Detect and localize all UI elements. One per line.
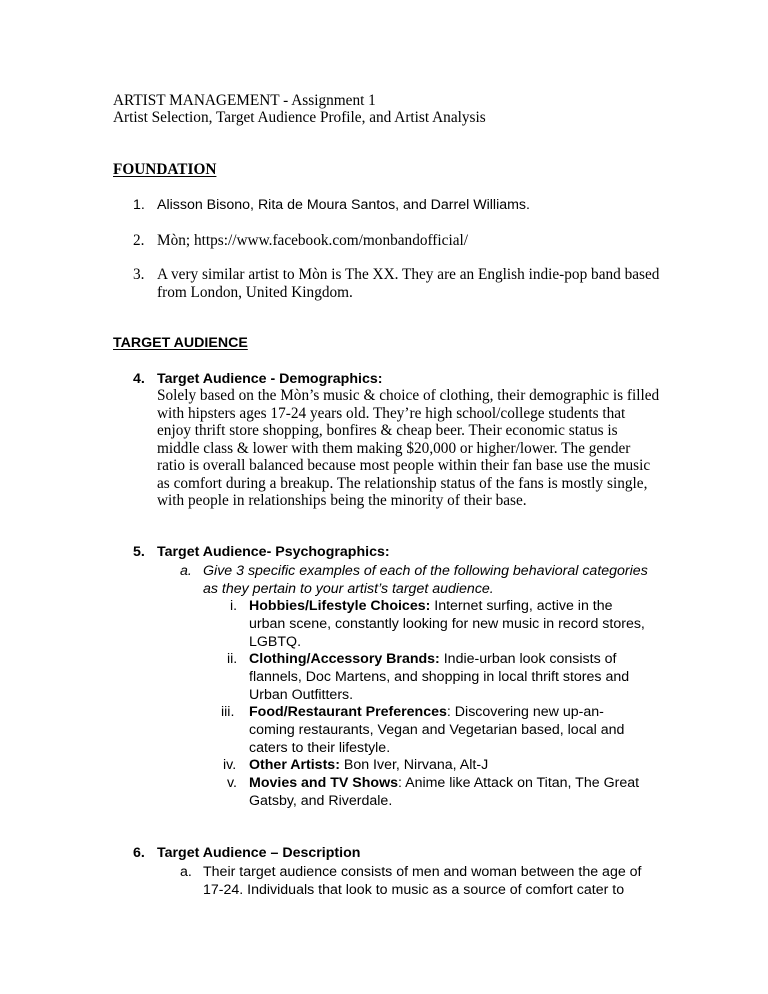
document-title: ARTIST MANAGEMENT - Assignment 1 bbox=[113, 92, 376, 109]
item-text: Indie-urban look consists of bbox=[439, 651, 617, 667]
psychographic-item bbox=[249, 756, 488, 774]
roman-numeral: v. bbox=[227, 775, 237, 791]
demographics-line: ratio is overall balanced because most people within their fan base use the music bbox=[157, 457, 651, 474]
item-label: Other Artists: bbox=[249, 757, 340, 773]
item-text: Internet surfing, active in the bbox=[430, 598, 613, 614]
demographics-line: middle class & lower with them making $20,000 or higher/lower. The gender bbox=[157, 440, 631, 457]
demographics-line: Solely based on the Mòn’s music & choice of clothing, their demographic is filled bbox=[157, 387, 660, 404]
psychographic-item bbox=[249, 650, 616, 668]
item-text: Bon Iver, Nirvana, Alt-J bbox=[339, 757, 489, 773]
psychographic-item bbox=[249, 597, 613, 615]
demographics-line: enjoy thrift store shopping, bonfires & cheap beer. Their economic status is bbox=[157, 422, 618, 439]
item-text: : Discovering new up-an- bbox=[446, 704, 604, 720]
psychographic-item-line: coming restaurants, Vegan and Vegetarian based, local and bbox=[249, 722, 625, 738]
list-number: 5. bbox=[133, 544, 145, 560]
list-number: 3. bbox=[133, 266, 145, 283]
target-audience-heading: TARGET AUDIENCE bbox=[113, 335, 248, 351]
roman-numeral: ii. bbox=[227, 651, 238, 667]
roman-numeral: iv. bbox=[223, 757, 237, 773]
psychographics-instruction: as they pertain to your artist’s target audience. bbox=[203, 581, 494, 597]
demographics-line: as comfort during a breakup. The relationship status of the fans is mostly single, bbox=[157, 475, 648, 492]
item-label: Clothing/Accessory Brands: bbox=[249, 651, 440, 667]
foundation-item-3-line: A very similar artist to Mòn is The XX. They are an English indie-pop band based bbox=[157, 266, 660, 283]
psychographic-item bbox=[249, 703, 604, 721]
demographics-line: with hipsters ages 17-24 years old. They’re high school/college students that bbox=[157, 405, 626, 422]
document-subtitle: Artist Selection, Target Audience Profile, and Artist Analysis bbox=[113, 109, 486, 126]
roman-numeral: i. bbox=[230, 598, 238, 614]
list-number: 6. bbox=[133, 845, 145, 861]
foundation-item-1: Alisson Bisono, Rita de Moura Santos, and Darrel Williams. bbox=[157, 197, 530, 213]
psychographic-item-line: caters to their lifestyle. bbox=[249, 740, 391, 756]
item-label: Hobbies/Lifestyle Choices: bbox=[249, 598, 431, 614]
roman-numeral: iii. bbox=[221, 704, 235, 720]
sub-marker: a. bbox=[180, 563, 192, 579]
foundation-item-2: Mòn; https://www.facebook.com/monbandofficial/ bbox=[157, 232, 468, 249]
sub-marker: a. bbox=[180, 864, 192, 880]
psychographics-instruction: Give 3 specific examples of each of the following behavioral categories bbox=[203, 563, 648, 579]
list-number: 1. bbox=[133, 197, 145, 213]
psychographic-item-line: LGBTQ. bbox=[249, 634, 302, 650]
foundation-item-3-line: from London, United Kingdom. bbox=[157, 284, 353, 301]
description-line: 17-24. Individuals that look to music as a source of comfort cater to bbox=[203, 882, 625, 898]
psychographic-item-line: urban scene, constantly looking for new music in record stores, bbox=[249, 616, 645, 632]
psychographic-item bbox=[249, 774, 639, 792]
psychographic-item-line: Urban Outfitters. bbox=[249, 687, 354, 703]
psychographics-title: Target Audience- Psychographics: bbox=[157, 544, 390, 560]
psychographic-item-line: Gatsby, and Riverdale. bbox=[249, 793, 393, 809]
item-text: : Anime like Attack on Titan, The Great bbox=[398, 775, 640, 791]
list-number: 2. bbox=[133, 232, 145, 249]
psychographic-item-line: flannels, Doc Martens, and shopping in local thrift stores and bbox=[249, 669, 630, 685]
demographics-line: with people in relationships being the minority of their base. bbox=[157, 492, 527, 509]
item-label: Movies and TV Shows bbox=[249, 775, 398, 791]
list-number: 4. bbox=[133, 371, 145, 387]
demographics-title: Target Audience - Demographics: bbox=[157, 371, 383, 387]
description-line: Their target audience consists of men and woman between the age of bbox=[203, 864, 642, 880]
description-title: Target Audience – Description bbox=[157, 845, 361, 861]
foundation-heading: FOUNDATION bbox=[113, 161, 217, 178]
item-label: Food/Restaurant Preferences bbox=[249, 704, 447, 720]
